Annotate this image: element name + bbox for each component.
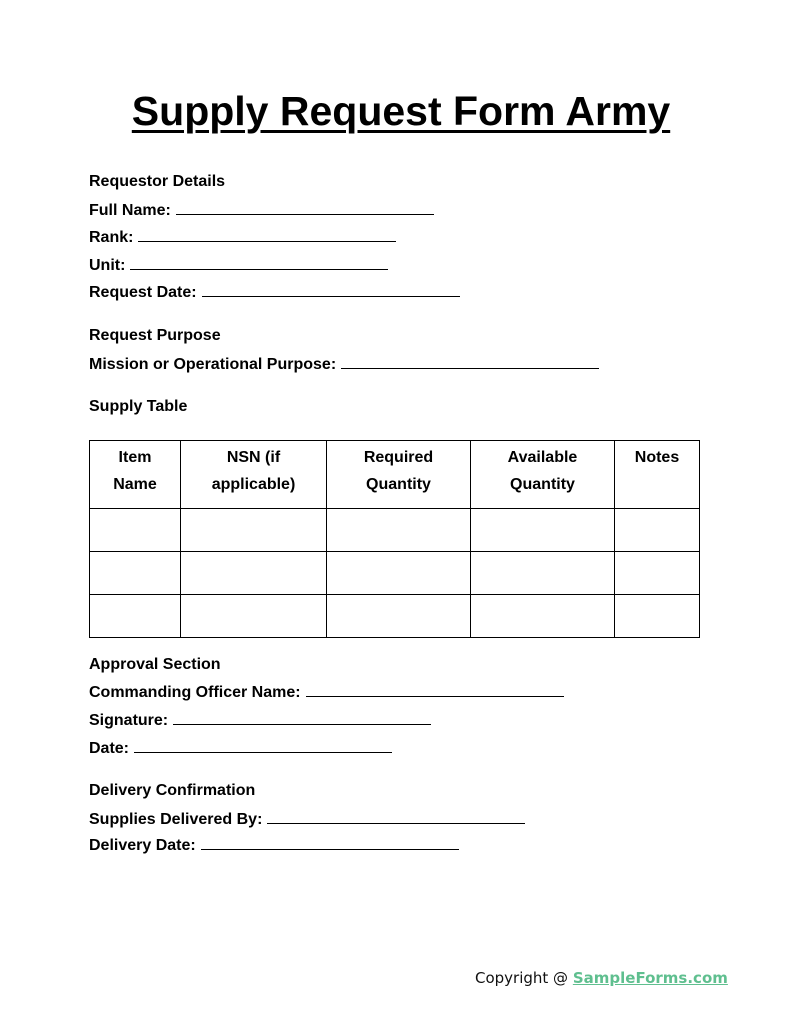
section-heading-purpose: Request Purpose — [89, 327, 221, 344]
request-date-field[interactable] — [89, 282, 460, 303]
table-cell[interactable] — [327, 552, 471, 595]
approval-date-field[interactable] — [89, 738, 392, 759]
signature-blank[interactable] — [173, 710, 431, 725]
footer-copyright — [475, 968, 728, 988]
column-header-nsn: NSN (if applicable) — [181, 441, 327, 509]
table-cell[interactable] — [90, 595, 181, 638]
section-heading-delivery: Delivery Confirmation — [89, 782, 256, 799]
request-date-blank[interactable] — [202, 282, 460, 297]
column-header-required-quantity: Required Quantity — [327, 441, 471, 509]
delivery-date-blank[interactable] — [201, 835, 459, 850]
mission-purpose-blank[interactable] — [341, 354, 599, 369]
table-cell[interactable] — [181, 552, 327, 595]
delivered-by-field[interactable] — [89, 809, 525, 830]
table-cell[interactable] — [181, 595, 327, 638]
column-header-notes: Notes — [615, 441, 700, 509]
mission-purpose-label: Mission or Operational Purpose: — [89, 356, 337, 373]
table-cell[interactable] — [90, 552, 181, 595]
column-header-item-name: Item Name — [90, 441, 181, 509]
column-header-available-quantity: Available Quantity — [471, 441, 615, 509]
table-cell[interactable] — [471, 552, 615, 595]
table-row — [90, 552, 700, 595]
table-cell[interactable] — [471, 509, 615, 552]
unit-label: Unit: — [89, 257, 126, 274]
delivery-date-label: Delivery Date: — [89, 837, 196, 854]
delivery-date-field[interactable] — [89, 835, 459, 856]
mission-purpose-field[interactable] — [89, 354, 599, 375]
full-name-field[interactable] — [89, 200, 434, 221]
rank-blank[interactable] — [138, 227, 396, 242]
signature-label: Signature: — [89, 712, 169, 729]
supply-table — [89, 440, 700, 638]
table-cell[interactable] — [471, 595, 615, 638]
table-cell[interactable] — [615, 509, 700, 552]
rank-label: Rank: — [89, 229, 134, 246]
unit-blank[interactable] — [130, 255, 388, 270]
table-cell[interactable] — [90, 509, 181, 552]
request-date-label: Request Date: — [89, 284, 197, 301]
delivered-by-blank[interactable] — [267, 809, 525, 824]
full-name-blank[interactable] — [176, 200, 434, 215]
copyright-text: Copyright @ — [475, 969, 573, 987]
officer-name-field[interactable] — [89, 682, 564, 703]
officer-name-label: Commanding Officer Name: — [89, 684, 301, 701]
section-heading-requestor: Requestor Details — [89, 173, 226, 190]
table-row — [90, 595, 700, 638]
table-cell[interactable] — [327, 509, 471, 552]
table-cell[interactable] — [615, 595, 700, 638]
table-cell[interactable] — [327, 595, 471, 638]
officer-name-blank[interactable] — [306, 682, 564, 697]
unit-field[interactable] — [89, 255, 388, 276]
full-name-label: Full Name: — [89, 202, 171, 219]
table-cell[interactable] — [181, 509, 327, 552]
table-header-row — [90, 441, 700, 509]
sampleforms-link[interactable]: SampleForms.com — [572, 969, 728, 987]
table-cell[interactable] — [615, 552, 700, 595]
page-title: Supply Request Form Army — [131, 88, 671, 134]
rank-field[interactable] — [89, 227, 396, 248]
approval-date-label: Date: — [89, 740, 130, 757]
delivered-by-label: Supplies Delivered By: — [89, 811, 263, 828]
section-heading-supply-table: Supply Table — [89, 398, 188, 415]
section-heading-approval: Approval Section — [89, 656, 221, 673]
approval-date-blank[interactable] — [134, 738, 392, 753]
signature-field[interactable] — [89, 710, 431, 731]
table-row — [90, 509, 700, 552]
